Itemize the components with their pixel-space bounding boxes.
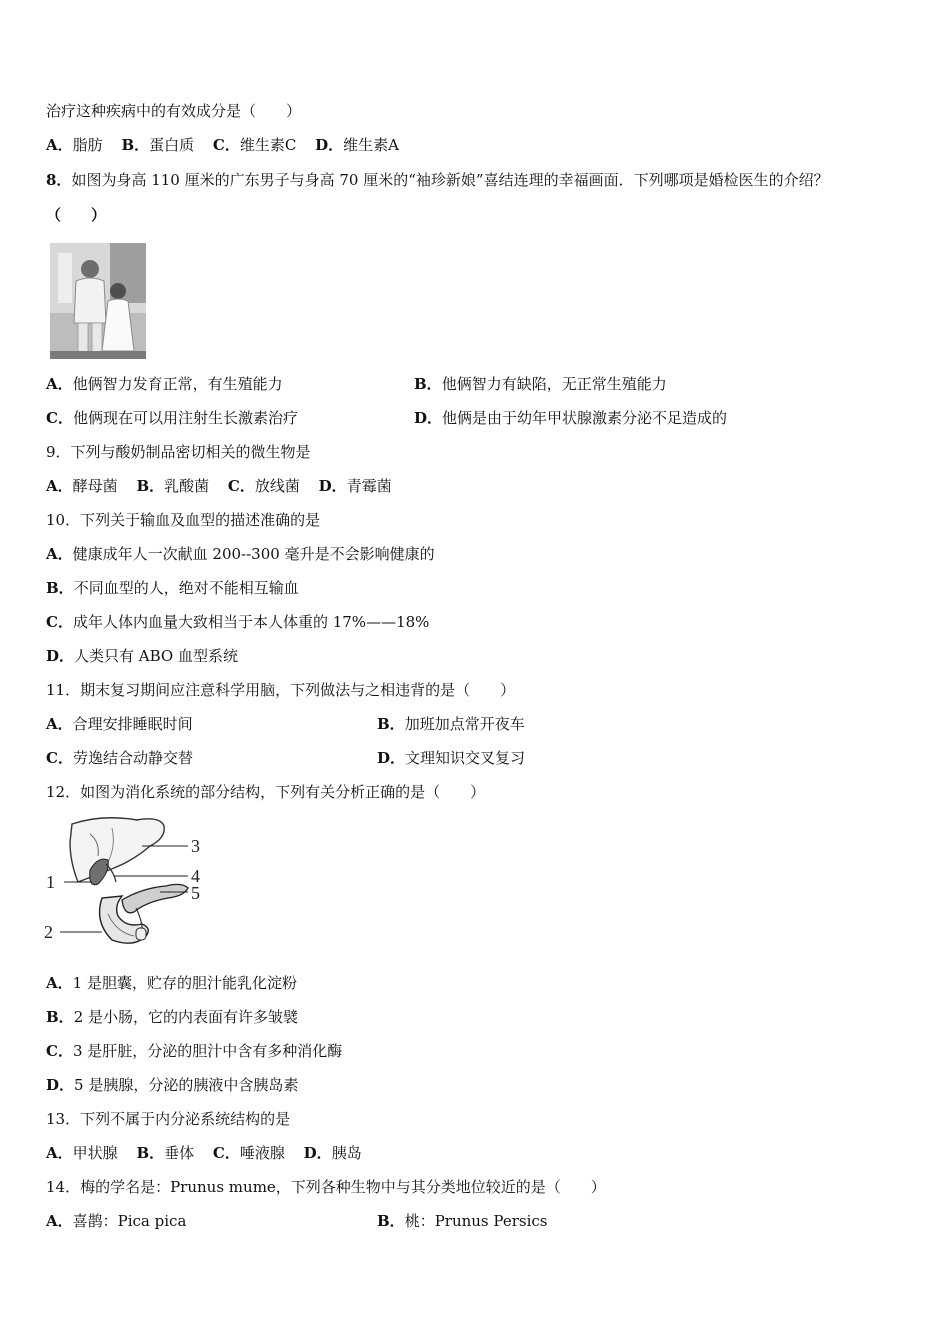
q7-option-a: 脂肪 (72, 136, 103, 154)
q7-option-a-letter: A． (46, 136, 73, 154)
diagram-label-5: 5 (191, 883, 200, 903)
q12-option-c-letter: C． (46, 1042, 73, 1060)
q11-option-d-text: 文理知识交叉复习 (405, 749, 526, 767)
q11-option-a (46, 714, 193, 734)
q8-option-b-letter: B． (414, 375, 442, 393)
q8-stem-text: 如图为身高 110 厘米的广东男子与身高 70 厘米的“袖珍新娘”喜结连理的幸福画面．下列哪项是婚检医生的介绍？ (71, 171, 829, 189)
q8-option-d-letter: D． (414, 409, 443, 427)
q11-option-a-letter: A． (46, 715, 73, 733)
q9-option-c-letter: C． (227, 477, 255, 495)
q12-option-c (46, 1041, 342, 1061)
diagram-label-2: 2 (44, 922, 53, 942)
q8-option-d-text: 他俩是由于幼年甲状腺激素分泌不足造成的 (442, 409, 728, 427)
q14-option-b (377, 1211, 547, 1231)
q13-option-d-letter: D． (303, 1144, 332, 1162)
q13-number: 13． (46, 1110, 81, 1128)
q10-option-b-letter: B． (46, 579, 74, 597)
q7-option-d: 维生素A (343, 136, 399, 154)
q8-option-a-letter: A． (46, 375, 73, 393)
q12-option-b-letter: B． (46, 1008, 74, 1026)
q14-option-b-text: 桃：Prunus Persics (404, 1212, 548, 1230)
q7-stem-tail: 治疗这种疾病中的有效成分是（ ） (46, 102, 302, 120)
q13-stem-text: 下列不属于内分泌系统结构的是 (80, 1110, 291, 1128)
q8-stem (46, 170, 829, 190)
q11-option-b (377, 714, 525, 734)
q9-stem (46, 442, 311, 462)
q9-stem-text: 下列与酸奶制品密切相关的微生物是 (70, 443, 311, 461)
q10-stem-text: 下列关于输血及血型的描述准确的是 (80, 511, 321, 529)
q10-option-b (46, 578, 299, 598)
q7-option-d-letter: D． (315, 136, 344, 154)
q14-stem-text: 梅的学名是：Prunus mume，下列各种生物中与其分类地位较近的是（ ） (80, 1178, 606, 1196)
q14-option-a-text: 喜鹊：Pica pica (72, 1212, 187, 1230)
diagram-label-1: 1 (46, 872, 55, 892)
q11-option-d-letter: D． (377, 749, 406, 767)
q9-option-b-letter: B． (136, 477, 165, 495)
q9-option-d: 青霉菌 (346, 477, 392, 495)
q13-option-c-letter: C． (212, 1144, 240, 1162)
q11-option-d (377, 748, 525, 768)
q12-stem (46, 782, 485, 802)
q12-option-a-text: 1 是胆囊，贮存的胆汁能乳化淀粉 (72, 974, 297, 992)
q7-options (46, 135, 399, 155)
q9-option-a-letter: A． (46, 477, 73, 495)
q10-option-d-text: 人类只有 ABO 血型系统 (74, 647, 238, 665)
q13-option-c: 唾液腺 (239, 1144, 285, 1162)
q14-option-b-letter: B． (377, 1212, 405, 1230)
q7-option-c-letter: C． (212, 136, 240, 154)
q14-stem (46, 1177, 606, 1197)
q9-options (46, 476, 392, 496)
q10-option-a-text: 健康成年人一次献血 200--300 毫升是不会影响健康的 (72, 545, 435, 563)
q13-stem (46, 1109, 290, 1129)
q11-number: 11． (46, 681, 81, 699)
q13-option-d: 胰岛 (331, 1144, 362, 1162)
q8-option-a-text: 他俩智力发育正常，有生殖能力 (72, 375, 283, 393)
q9-number: 9． (46, 443, 71, 461)
q9-option-d-letter: D． (318, 477, 347, 495)
q8-option-d (414, 408, 727, 428)
q12-option-d (46, 1075, 298, 1095)
q10-option-b-text: 不同血型的人，绝对不能相互输血 (73, 579, 299, 597)
q14-number: 14． (46, 1178, 81, 1196)
q12-option-d-text: 5 是胰腺，分泌的胰液中含胰岛素 (74, 1076, 299, 1094)
q12-option-b-text: 2 是小肠，它的内表面有许多皱襞 (73, 1008, 299, 1026)
liver-shape (70, 818, 164, 882)
q13-option-a: 甲状腺 (72, 1144, 118, 1162)
q14-option-a (46, 1211, 186, 1231)
pancreas-shape (122, 884, 188, 912)
q8-paren: （ ） (46, 206, 107, 224)
q8-option-c-letter: C． (46, 409, 73, 427)
q10-option-d (46, 646, 238, 666)
q12-stem-text: 如图为消化系统的部分结构，下列有关分析正确的是（ ） (80, 783, 486, 801)
q11-stem (46, 680, 515, 700)
q11-option-c (46, 748, 193, 768)
q11-option-a-text: 合理安排睡眠时间 (72, 715, 193, 733)
q8-option-c-text: 他俩现在可以用注射生长激素治疗 (72, 409, 298, 427)
q12-option-a-letter: A． (46, 974, 73, 992)
q11-option-c-text: 劳逸结合动静交替 (72, 749, 193, 767)
q10-stem (46, 510, 320, 530)
q14-option-a-letter: A． (46, 1212, 73, 1230)
q9-option-a: 酵母菌 (72, 477, 118, 495)
q12-option-d-letter: D． (46, 1076, 75, 1094)
q13-option-a-letter: A． (46, 1144, 73, 1162)
q8-number: 8． (46, 171, 72, 189)
q8-option-a (46, 374, 283, 394)
q7-option-b: 蛋白质 (149, 136, 195, 154)
wedding-photo-image (50, 243, 146, 359)
intestine-end (136, 928, 146, 940)
diagram-label-4: 4 (191, 866, 200, 886)
q12-option-c-text: 3 是肝脏，分泌的胆汁中含有多种消化酶 (72, 1042, 343, 1060)
q7-option-c: 维生素C (239, 136, 297, 154)
q9-option-b: 乳酸菌 (164, 477, 210, 495)
q10-option-a (46, 544, 435, 564)
q11-option-b-letter: B． (377, 715, 405, 733)
q10-option-c-letter: C． (46, 613, 73, 631)
digestive-system-diagram (42, 812, 212, 952)
q11-option-b-text: 加班加点常开夜车 (404, 715, 525, 733)
q11-stem-text: 期末复习期间应注意科学用脑，下列做法与之相违背的是（ ） (80, 681, 516, 699)
q12-option-a (46, 973, 297, 993)
q13-option-b: 垂体 (164, 1144, 195, 1162)
q8-option-c (46, 408, 298, 428)
q10-option-c (46, 612, 429, 632)
q10-number: 10． (46, 511, 81, 529)
q10-option-c-text: 成年人体内血量大致相当于本人体重的 17%——18% (72, 613, 430, 631)
q8-wedding-photo (50, 243, 146, 359)
q10-option-a-letter: A． (46, 545, 73, 563)
q13-options (46, 1143, 362, 1163)
q12-number: 12． (46, 783, 81, 801)
q9-option-c: 放线菌 (254, 477, 300, 495)
q10-option-d-letter: D． (46, 647, 75, 665)
diagram-label-3: 3 (191, 836, 200, 856)
q12-option-b (46, 1007, 298, 1027)
q8-option-b (414, 374, 667, 394)
q11-option-c-letter: C． (46, 749, 73, 767)
q7-option-b-letter: B． (121, 136, 150, 154)
q8-option-b-text: 他俩智力有缺陷，无正常生殖能力 (441, 375, 667, 393)
q13-option-b-letter: B． (136, 1144, 165, 1162)
